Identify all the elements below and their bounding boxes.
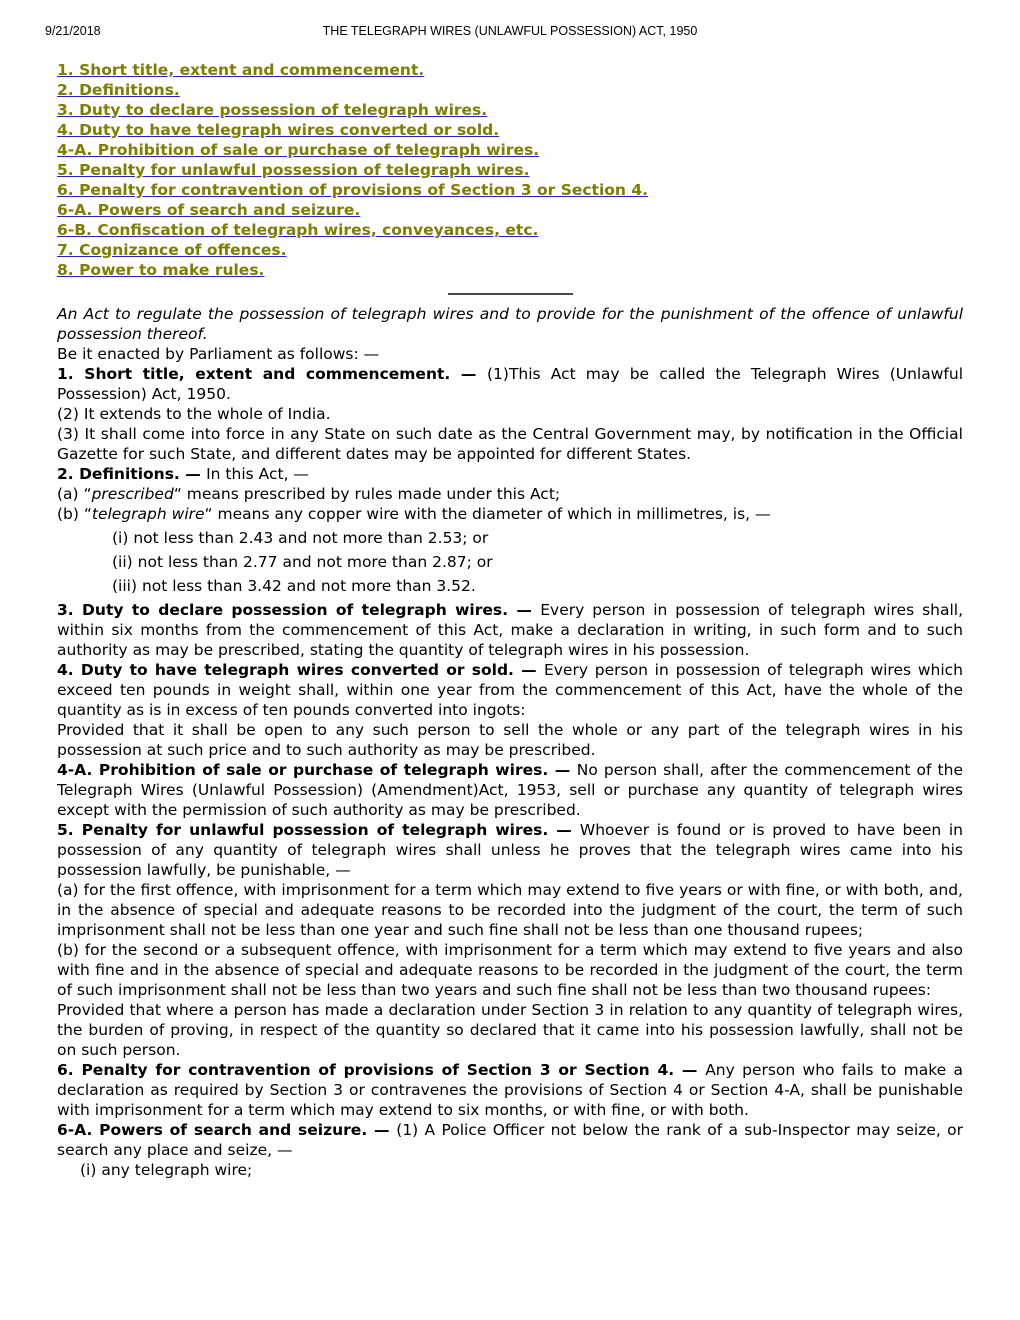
toc-link[interactable] <box>57 141 539 159</box>
section-5 <box>57 820 963 880</box>
toc-link[interactable] <box>57 81 180 99</box>
text-segment: 6-A. Powers of search and seizure. — <box>57 1121 397 1139</box>
toc-line <box>57 140 963 160</box>
act-body <box>57 304 963 1180</box>
toc-link[interactable] <box>57 121 499 139</box>
header-date: 9/21/2018 <box>45 24 101 38</box>
text-segment: An Act to regulate the possession of telegraph wires and to provide for the punishment of the offence of unlawful possession thereof. <box>57 305 963 343</box>
section-4 <box>57 660 963 720</box>
section-3 <box>57 600 963 660</box>
toc-link[interactable] <box>57 161 529 179</box>
header-title: THE TELEGRAPH WIRES (UNLAWFUL POSSESSION) ACT, 1950 <box>322 24 698 38</box>
toc-link-label: 2. Definitions. <box>57 81 180 99</box>
toc-link[interactable] <box>57 181 648 199</box>
document-content <box>0 60 1020 1180</box>
text-segment: Whoever is found or is proved to have been in possession of any quantity of telegraph wires shall unless he proves that the telegraph wires came into his possession lawfully, be punishable, — <box>57 821 963 879</box>
toc-link-label: 4-A. Prohibition of sale or purchase of telegraph wires. <box>57 141 540 159</box>
text-segment: In this Act, — <box>206 465 309 483</box>
section-2 <box>57 464 963 484</box>
section-4-proviso <box>57 720 963 760</box>
text-segment: 2. Definitions. — <box>57 465 207 483</box>
text-segment: (ii) not less than 2.77 and not more than 2.87; or <box>112 553 493 571</box>
text-segment: (i) any telegraph wire; <box>80 1161 253 1179</box>
text-segment: (2) It extends to the whole of India. <box>57 405 331 423</box>
toc-link[interactable] <box>57 241 287 259</box>
text-segment: 6. Penalty for contravention of provisions of Section 3 or Section 4. — <box>57 1061 706 1079</box>
section-5-proviso <box>57 1000 963 1060</box>
page-header <box>0 0 1020 40</box>
toc-link[interactable] <box>57 201 360 219</box>
toc-link-label: 6. Penalty for contravention of provisions of Section 3 or Section 4. <box>57 181 649 199</box>
toc <box>57 60 963 280</box>
section-4a <box>57 760 963 820</box>
text-segment: (1) A Police Officer not below the rank of a sub-Inspector may seize, or search any place and seize, — <box>57 1121 963 1159</box>
section-5-b <box>57 940 963 1000</box>
text-segment: No person shall, after the commencement of the Telegraph Wires (Unlawful Possession) (Amendment)Act, 1953, sell or purchase any quantity of telegraph wires except with the permission of such authority as may be prescribed. <box>57 761 963 819</box>
enacting-clause <box>57 344 963 364</box>
toc-link[interactable] <box>57 261 264 279</box>
toc-link[interactable] <box>57 101 487 119</box>
text-segment: Provided that where a person has made a declaration under Section 3 in relation to any quantity of telegraph wires, the burden of proving, in respect of the quantity so declared that it came into his possession lawfully, shall not be on such person. <box>57 1001 963 1059</box>
section-2-b-iii <box>57 576 963 596</box>
text-segment: (iii) not less than 3.42 and not more than 3.52. <box>112 577 476 595</box>
toc-link-label: 4. Duty to have telegraph wires converted or sold. <box>57 121 500 139</box>
text-segment: Be it enacted by Parliament as follows: — <box>57 345 380 363</box>
toc-line <box>57 260 963 280</box>
toc-line <box>57 160 963 180</box>
toc-link-label: 7. Cognizance of offences. <box>57 241 287 259</box>
section-1-2 <box>57 404 963 424</box>
text-segment: Every person in possession of telegraph wires shall, within six months from the commencement of this Act, make a declaration in writing, in such form and to such authority as may be prescribed, stating the quantity of telegraph wires in his possession. <box>57 601 964 659</box>
section-6a <box>57 1120 963 1160</box>
toc-link-label: 8. Power to make rules. <box>57 261 265 279</box>
section-6a-i <box>57 1160 963 1180</box>
toc-line <box>57 60 963 80</box>
preamble <box>57 304 963 344</box>
text-segment: (b) “ <box>57 505 92 523</box>
text-segment: (1)This Act may be called the Telegraph Wires (Unlawful Possession) Act, 1950. <box>57 365 963 403</box>
toc-line <box>57 240 963 260</box>
section-divider <box>448 293 573 295</box>
text-segment: (a) for the first offence, with imprisonment for a term which may extend to five years or with fine, or with both, and, in the absence of special and adequate reasons to be recorded into the judgment of the court, the term of such imprisonment shall not be less than one year and such fine shall not be less than one thousand rupees; <box>57 881 963 939</box>
section-2-b-i <box>57 528 963 548</box>
text-segment: (3) It shall come into force in any State on such date as the Central Government may, by notification in the Official Gazette for such State, and different dates may be appointed for different States. <box>57 425 963 463</box>
section-2-a <box>57 484 963 504</box>
section-1-3 <box>57 424 963 464</box>
text-segment: Any person who fails to make a declaration as required by Section 3 or contravenes the provisions of Section 4 or Section 4-A, shall be punishable with imprisonment for a term which may extend to six months, or with fine, or with both. <box>57 1061 963 1119</box>
toc-link[interactable] <box>57 61 424 79</box>
text-segment: 4. Duty to have telegraph wires converted or sold. — <box>57 661 544 679</box>
toc-link-label: 6-A. Powers of search and seizure. <box>57 201 361 219</box>
section-2-b <box>57 504 963 524</box>
section-5-a <box>57 880 963 940</box>
section-6 <box>57 1060 963 1120</box>
section-1 <box>57 364 963 404</box>
toc-line <box>57 200 963 220</box>
text-segment: 4-A. Prohibition of sale or purchase of telegraph wires. — <box>57 761 577 779</box>
toc-line <box>57 180 963 200</box>
toc-line <box>57 220 963 240</box>
toc-line <box>57 100 963 120</box>
section-2-b-ii <box>57 552 963 572</box>
text-segment: (b) for the second or a subsequent offence, with imprisonment for a term which may extend to five years and also with fine and in the absence of special and adequate reasons to be recorded in the judgment of the court, the term of such imprisonment shall not be less than two years and such fine shall not be less than two thousand rupees: <box>57 941 963 999</box>
text-segment: Provided that it shall be open to any such person to sell the whole or any part of the telegraph wires in his possession at such price and to such authority as may be prescribed. <box>57 721 963 759</box>
text-segment: 1. Short title, extent and commencement. — <box>57 365 487 383</box>
text-segment: (a) “ <box>57 485 92 503</box>
toc-line <box>57 120 963 140</box>
text-segment: Every person in possession of telegraph wires which exceed ten pounds in weight shall, within one year from the commencement of this Act, have the whole of the quantity as is in excess of ten pounds converted into ingots: <box>57 661 964 719</box>
toc-link-label: 5. Penalty for unlawful possession of telegraph wires. <box>57 161 530 179</box>
text-segment: (i) not less than 2.43 and not more than 2.53; or <box>112 529 489 547</box>
text-segment: telegraph wire <box>91 505 205 523</box>
text-segment: prescribed <box>91 485 174 503</box>
toc-link-label: 1. Short title, extent and commencement. <box>57 61 425 79</box>
text-segment: 5. Penalty for unlawful possession of telegraph wires. — <box>57 821 580 839</box>
text-segment: “ means any copper wire with the diameter of which in millimetres, is, — <box>204 505 771 523</box>
toc-link-label: 6-B. Confiscation of telegraph wires, conveyances, etc. <box>57 221 539 239</box>
text-segment: 3. Duty to declare possession of telegraph wires. — <box>57 601 541 619</box>
toc-link-label: 3. Duty to declare possession of telegraph wires. <box>57 101 488 119</box>
toc-link[interactable] <box>57 221 538 239</box>
text-segment: “ means prescribed by rules made under this Act; <box>173 485 561 503</box>
toc-line <box>57 80 963 100</box>
